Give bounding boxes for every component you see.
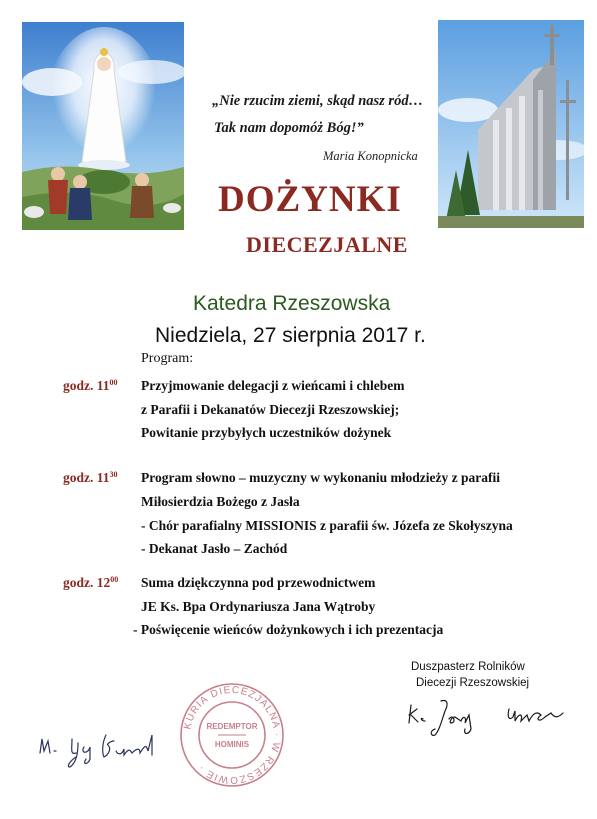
- program-line: - Poświęcenie wieńców dożynkowych i ich prezentacja: [133, 622, 444, 637]
- diocesan-curia-stamp: [178, 681, 286, 789]
- program-time: godz. $11^{00}$: [63, 378, 118, 393]
- left-handwritten-signature: [36, 725, 186, 770]
- signature-title-line-2: Diecezji Rzeszowskiej: [416, 677, 530, 689]
- svg-text:KURIA DIECEZJALNA · W RZESZOWI: KURIA DIECEZJALNA · W RZESZOWIE ·: [182, 684, 283, 786]
- program-label: Program:: [141, 351, 194, 366]
- event-date: Niedziela, 27 sierpnia 2017 r.: [155, 324, 426, 347]
- program-line: Program słowno – muzyczny w wykonaniu młodzieży z parafii: [141, 470, 500, 485]
- quote-line-2: Tak nam dopomóż Bóg!”: [214, 120, 364, 136]
- program-line: Suma dziękczynna pod przewodnictwem: [141, 575, 376, 590]
- program-time: godz. $12^{00}$: [63, 575, 119, 590]
- program-line: - Chór parafialny MISSIONIS z parafii św. Józefa ze Skołyszyna: [141, 518, 513, 533]
- main-title: DOŻYNKI: [218, 179, 402, 220]
- program-line: Miłosierdzia Bożego z Jasła: [141, 494, 300, 509]
- program-line: - Dekanat Jasło – Zachód: [141, 541, 288, 556]
- event-place: Katedra Rzeszowska: [193, 292, 391, 315]
- program-line: Powitanie przybyłych uczestników dożynek: [141, 425, 392, 440]
- program-line: JE Ks. Bpa Ordynariusza Jana Wątroby: [141, 599, 376, 614]
- svg-text:HOMINIS: HOMINIS: [214, 740, 250, 749]
- program-line: z Parafii i Dekanatów Diecezji Rzeszowskiej;: [141, 402, 400, 417]
- program-time: godz. $11^{30}$: [63, 470, 118, 485]
- program-line: Przyjmowanie delegacji z wieńcami i chlebem: [141, 378, 405, 393]
- svg-text:REDEMPTOR: REDEMPTOR: [206, 722, 258, 731]
- fatima-apparition-image: [22, 22, 184, 230]
- signature-title-line-1: Duszpasterz Rolników: [411, 661, 525, 673]
- rzeszow-cathedral-image: [438, 20, 584, 228]
- right-handwritten-signature: [405, 695, 575, 740]
- quote-author: Maria Konopnicka: [323, 149, 418, 163]
- quote-line-1: „Nie rzucim ziemi, skąd nasz ród…: [212, 93, 424, 109]
- sub-title: DIECEZJALNE: [246, 232, 408, 257]
